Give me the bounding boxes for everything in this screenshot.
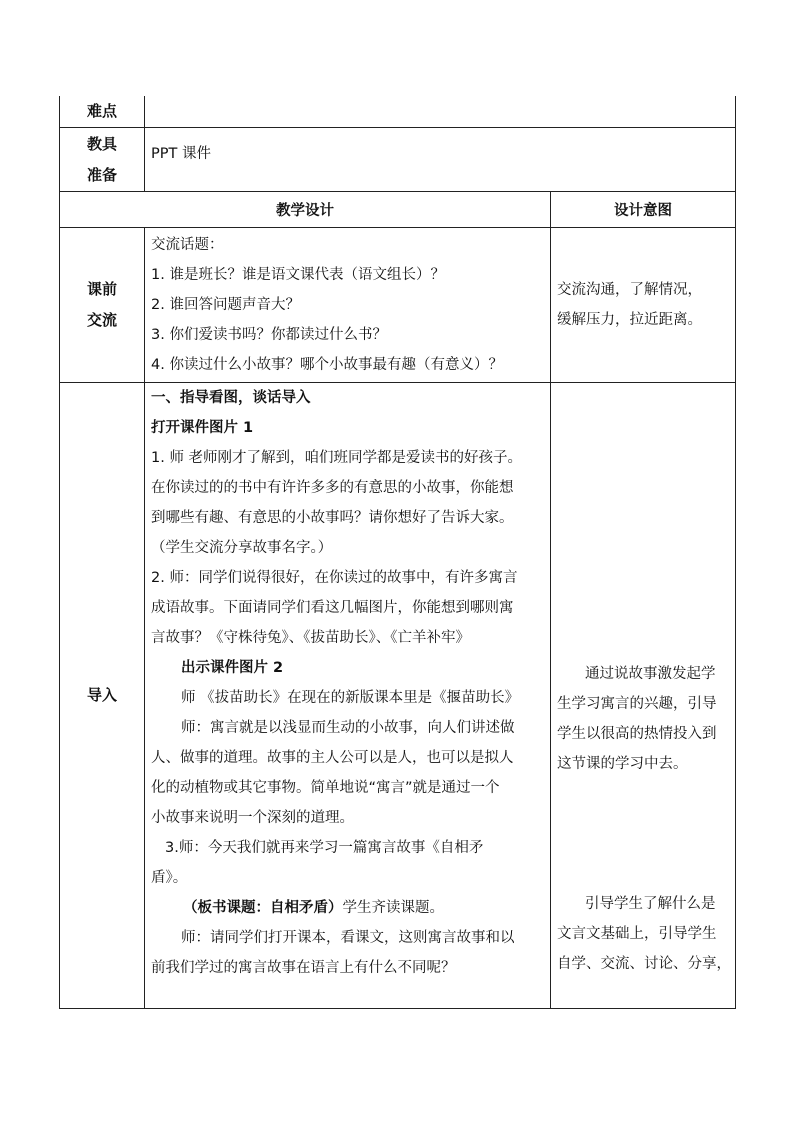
intro-content: 一、指导看图，谈话导入 打开课件图片 1 1. 师 老师刚才了解到，咱们班同学都是爱读书的好孩子。 在你读过的的书中有许许多多的有意思的小故事，你能想 到哪些有趣、有意思的小故事吗？请你想好了告诉大家。 （学生交流分享故事名字。） 2. 师：同学们说得很好，在你读过的故事中，有许多寓言 成语故事。下面请同学们看这几幅图片，你能想到哪则寓 言故事？《守株待兔》、《拔苗助长》、《亡羊补牢》 出示课件图片 2 师 《拔苗助长》在现在的新版课本里是《揠苗助长》 师：寓言就是以浅显而生动的小故事，向人们讲述做 人、做事的道理。故事的主人公可以是人，也可以是拟人 化的动植物或其它事物。简单地说“寓言”就是通过一个 小故事来说明一个深刻的道理。 3.师：今天我们就再来学习一篇寓言故事《自相矛 盾》。 （板书课题：自相矛盾）学生齐读课题。 师：请同学们打开课本，看课文，这则寓言故事和以 前我们学过的寓言故事在语言上有什么不同呢？ — [145, 383, 551, 1009]
preclass-intent: 交流沟通，了解情况， 缓解压力，拉近距离。 — [551, 228, 736, 383]
intro-intent: 通过说故事激发起学 生学习寓言的兴趣，引导 学生以很高的热情投入到 这节课的学习中去。 引导学生了解什么是 文言文基础上，引导学生 自学、交流、讨论、分享， — [551, 383, 736, 1009]
difficulty-content — [145, 96, 736, 128]
design-header-row — [60, 192, 736, 228]
intro-label: 导入 — [60, 383, 145, 1009]
preclass-label: 课前 交流 — [60, 228, 145, 383]
preclass-row — [60, 228, 736, 383]
difficulty-row — [60, 96, 736, 128]
design-header: 教学设计 — [60, 192, 551, 228]
lesson-plan-table — [59, 96, 736, 1009]
tools-label: 教具 准备 — [60, 128, 145, 192]
tools-content: PPT 课件 — [145, 128, 736, 192]
preclass-content: 交流话题： 1. 谁是班长？谁是语文课代表（语文组长）？ 2. 谁回答问题声音大？ 3. 你们爱读书吗？你都读过什么书？ 4. 你读过什么小故事？哪个小故事最有趣（有意义）？ — [145, 228, 551, 383]
intent-header: 设计意图 — [551, 192, 736, 228]
difficulty-label: 难点 — [60, 96, 145, 128]
intro-row — [60, 383, 736, 1009]
tools-row — [60, 128, 736, 192]
